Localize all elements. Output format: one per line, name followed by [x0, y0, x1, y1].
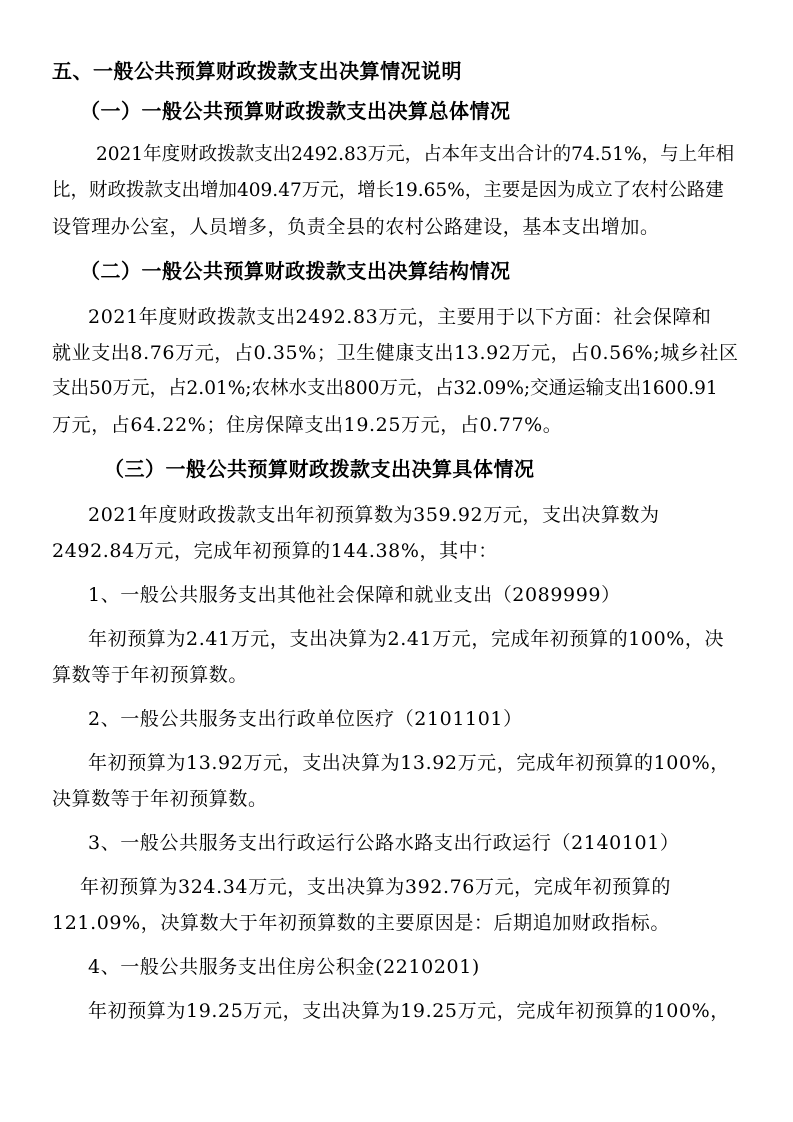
item-2-title: 2、一般公共服务支出行政单位医疗（2101101）	[88, 708, 523, 730]
part3-heading: （三）一般公共预算财政拨款支出决算具体情况	[104, 457, 535, 481]
part3-intro-line-1: 2021年度财政拨款支出年初预算数为359.92万元，支出决算数为	[88, 504, 660, 526]
item-2-line-2: 决算数等于年初预算数。	[52, 788, 268, 810]
section-title: 五、一般公共预算财政拨款支出决算情况说明	[52, 59, 462, 83]
item-1-title: 1、一般公共服务支出其他社会保障和就业支出（2089999）	[88, 584, 621, 606]
part2-line-2: 就业支出8.76万元，占0.35%；卫生健康支出13.92万元，占0.56%;城乡社区	[52, 342, 739, 364]
part1-heading: （一）一般公共预算财政拨款支出决算总体情况	[80, 99, 511, 123]
item-3-line-1: 年初预算为324.34万元，支出决算为392.76万元，完成年初预算的	[80, 876, 671, 898]
item-4-title: 4、一般公共服务支出住房公积金(2210201)	[88, 956, 480, 978]
item-2-line-1: 年初预算为13.92万元，支出决算为13.92万元，完成年初预算的100%，	[88, 752, 730, 774]
item-3-line-2: 121.09%，决算数大于年初预算数的主要原因是：后期追加财政指标。	[52, 912, 670, 934]
item-3-title: 3、一般公共服务支出行政运行公路水路支出行政运行（2140101）	[88, 832, 680, 854]
part2-line-4: 万元，占64.22%；住房保障支出19.25万元，占0.77%。	[52, 414, 563, 436]
item-1-line-2: 算数等于年初预算数。	[52, 664, 249, 686]
part2-line-1: 2021年度财政拨款支出2492.83万元，主要用于以下方面：社会保障和	[88, 306, 712, 328]
item-4-line-1: 年初预算为19.25万元，支出决算为19.25万元，完成年初预算的100%，	[88, 1000, 730, 1022]
part1-line-1: 2021年度财政拨款支出2492.83万元，占本年支出合计的74.51%，与上年相	[96, 144, 735, 165]
part3-intro-line-2: 2492.84万元，完成年初预算的144.38%，其中：	[52, 540, 498, 562]
part1-line-3: 设管理办公室，人员增多，负责全县的农村公路建设，基本支出增加。	[52, 216, 660, 238]
item-1-line-1: 年初预算为2.41万元，支出决算为2.41万元，完成年初预算的100%，决	[88, 628, 725, 650]
part1-line-2: 比，财政拨款支出增加409.47万元，增长19.65%，主要是因为成立了农村公路建	[52, 180, 724, 201]
part2-heading: （二）一般公共预算财政拨款支出决算结构情况	[80, 259, 511, 283]
part2-line-3: 支出50万元，占2.01%;农林水支出800万元，占32.09%;交通运输支出1600.91	[52, 378, 718, 399]
